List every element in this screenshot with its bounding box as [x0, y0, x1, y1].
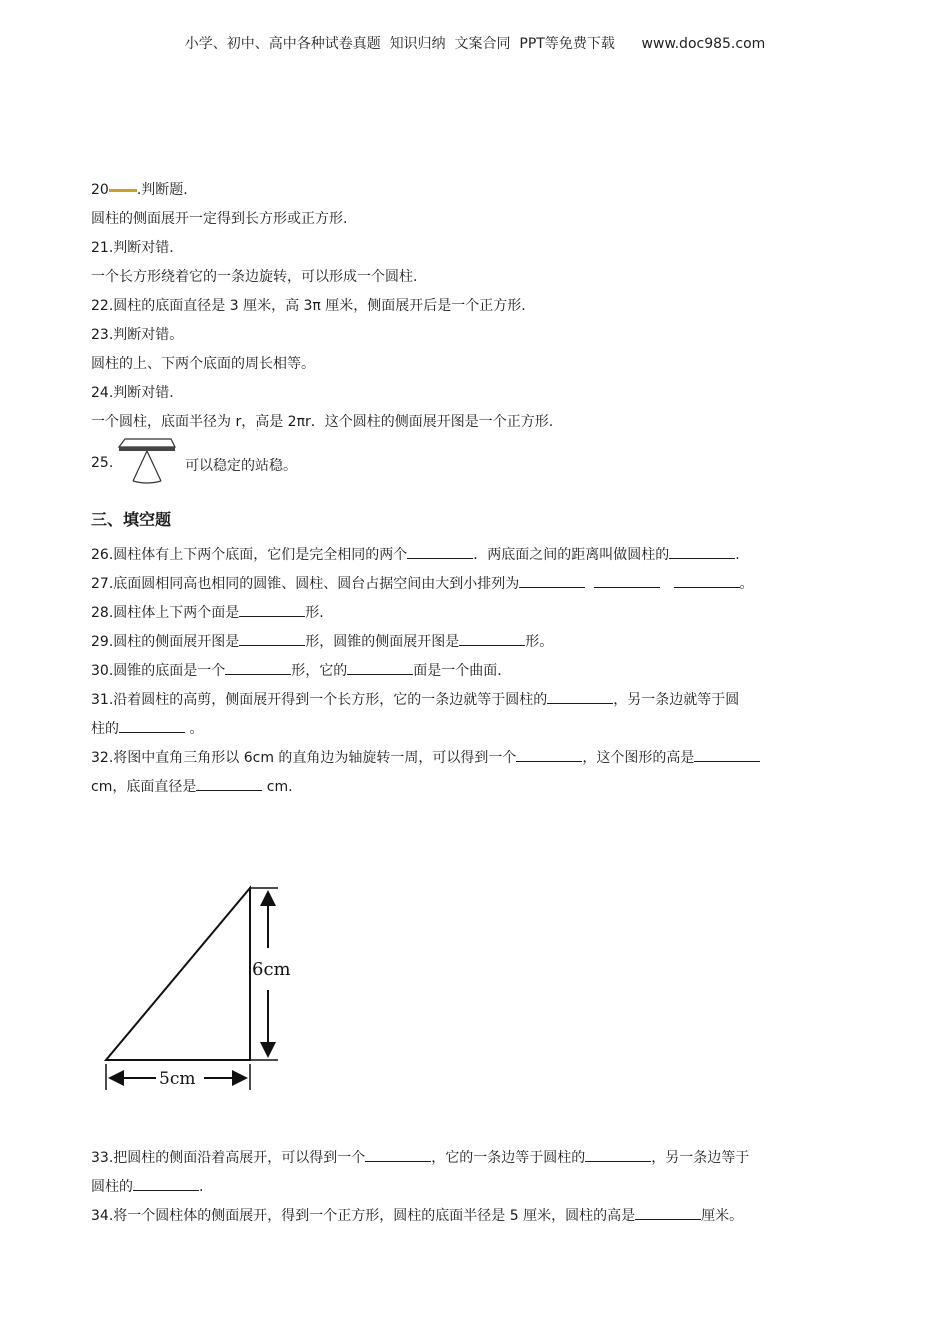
answer-blank[interactable] — [516, 747, 582, 762]
q23-statement: 圆柱的上、下两个底面的周长相等。 — [91, 356, 315, 372]
answer-blank[interactable] — [119, 718, 185, 733]
answer-blank[interactable] — [239, 602, 305, 617]
section-title: 三、填空题 — [91, 510, 172, 529]
answer-blank[interactable] — [133, 1176, 199, 1191]
answer-blank[interactable] — [674, 573, 740, 588]
highlight-mark — [109, 189, 137, 192]
q29: 29.圆柱的侧面展开图是 形，圆锥的侧面展开图是 形。 — [91, 628, 861, 657]
q33-line2: 圆柱的 . — [91, 1173, 861, 1202]
q32-line2: cm，底面直径是 cm. — [91, 773, 861, 802]
answer-blank[interactable] — [365, 1147, 431, 1162]
question-list — [91, 176, 861, 802]
answer-blank[interactable] — [239, 631, 305, 646]
answer-blank[interactable] — [225, 660, 291, 675]
q20-statement: 圆柱的侧面展开一定得到长方形或正方形. — [91, 211, 348, 227]
answer-blank[interactable] — [594, 573, 660, 588]
q23-title: 23.判断对错。 — [91, 327, 184, 343]
answer-blank[interactable] — [694, 747, 760, 762]
q30: 30.圆锥的底面是一个 形，它的 面是一个曲面. — [91, 657, 861, 686]
answer-blank[interactable] — [669, 544, 735, 559]
q20-title: 20 .判断题. — [91, 182, 188, 198]
q31-line1: 31.沿着圆柱的高剪，侧面展开得到一个长方形，它的一条边就等于圆柱的 ，另一条边就等于圆 — [91, 686, 861, 715]
height-label: 6cm — [252, 959, 291, 980]
q25: 25. 可以稳定的站稳。 — [91, 437, 861, 489]
answer-blank[interactable] — [196, 776, 262, 791]
q21-statement: 一个长方形绕着它的一条边旋转，可以形成一个圆柱. — [91, 269, 418, 285]
question-list-2 — [91, 1144, 861, 1231]
q33-line1: 33.把圆柱的侧面沿着高展开，可以得到一个 ，它的一条边等于圆柱的 ，另一条边等于 — [91, 1144, 861, 1173]
q21-title: 21.判断对错. — [91, 240, 174, 256]
q24-statement: 一个圆柱，底面半径为 r，高是 2πr．这个圆柱的侧面展开图是一个正方形. — [91, 414, 554, 430]
q24-title: 24.判断对错. — [91, 385, 174, 401]
q32-line1: 32.将图中直角三角形以 6cm 的直角边为轴旋转一周，可以得到一个 ，这个图形的高是 — [91, 744, 861, 773]
page-header: 小学、初中、高中各种试卷真题 知识归纳 文案合同 PPT等免费下载 www.doc985.com — [184, 36, 766, 52]
q31-line2: 柱的 。 — [91, 715, 861, 744]
answer-blank[interactable] — [519, 573, 585, 588]
q34: 34.将一个圆柱体的侧面展开，得到一个正方形，圆柱的底面半径是 5 厘米，圆柱的高是 厘米。 — [91, 1202, 861, 1231]
q28: 28.圆柱体上下两个面是 形. — [91, 599, 861, 628]
q22: 22.圆柱的底面直径是 3 厘米，高 3π 厘米，侧面展开后是一个正方形. — [91, 298, 526, 314]
answer-blank[interactable] — [585, 1147, 651, 1162]
cone-table-icon — [115, 437, 179, 485]
right-triangle-diagram — [100, 878, 320, 1098]
q26: 26.圆柱体有上下两个底面，它们是完全相同的两个 ．两底面之间的距离叫做圆柱的 . — [91, 541, 861, 570]
q27: 27.底面圆相同高也相同的圆锥、圆柱、圆台占据空间由大到小排列为 。 — [91, 570, 861, 599]
answer-blank[interactable] — [635, 1205, 701, 1220]
answer-blank[interactable] — [347, 660, 413, 675]
answer-blank[interactable] — [407, 544, 473, 559]
base-label: 5cm — [159, 1069, 196, 1089]
answer-blank[interactable] — [459, 631, 525, 646]
triangle-figure — [100, 878, 320, 1102]
answer-blank[interactable] — [547, 689, 613, 704]
